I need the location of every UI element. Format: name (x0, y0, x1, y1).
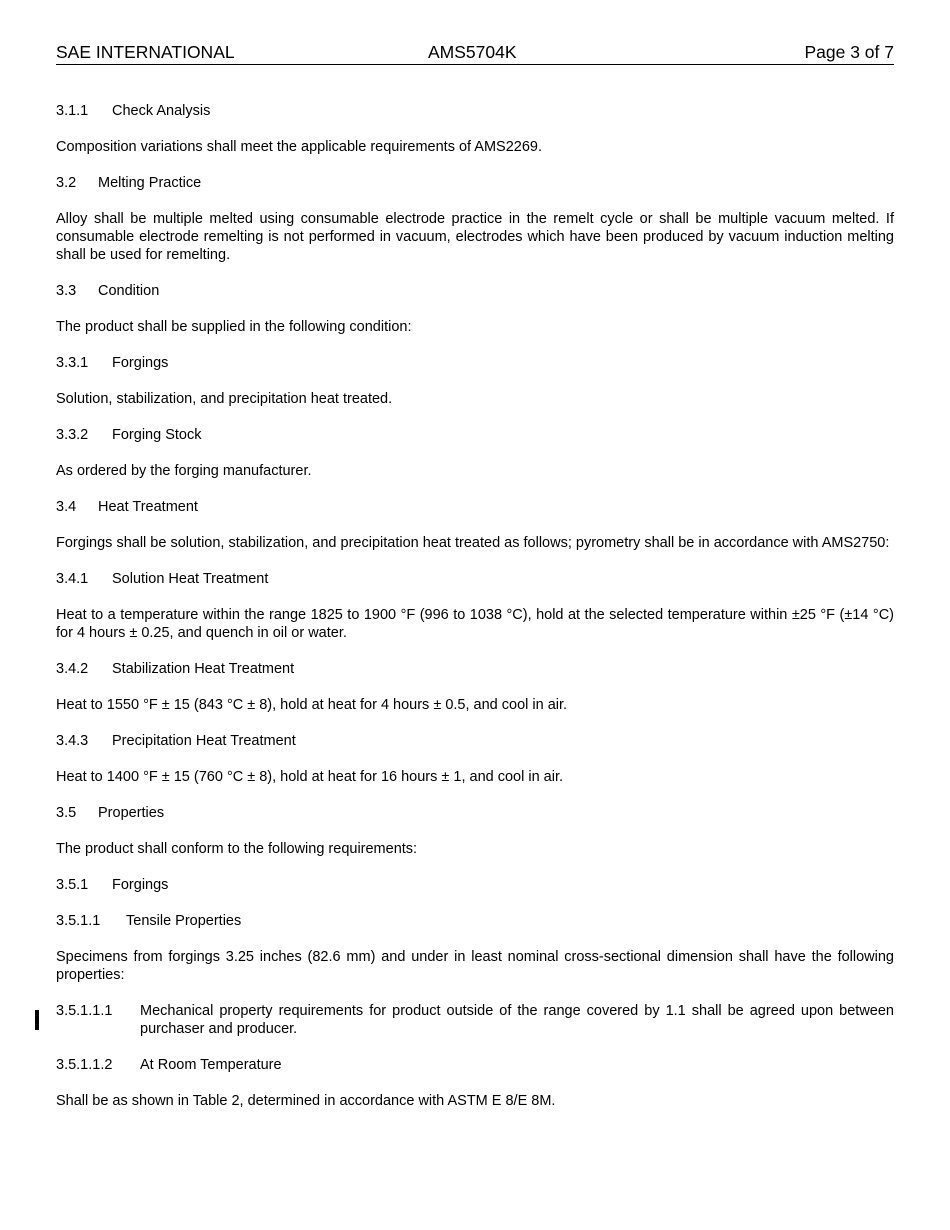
section-heading (56, 570, 894, 588)
section-number: 3.3.2 (56, 427, 89, 443)
section-heading (56, 804, 894, 822)
section-heading (56, 354, 894, 372)
section-heading (56, 498, 894, 516)
paragraph: Heat to 1550 °F ± 15 (843 °C ± 8), hold at heat for 4 hours ± 0.5, and cool in air. (56, 697, 568, 713)
section-heading (56, 282, 894, 300)
paragraph: Alloy shall be multiple melted using consumable electrode practice in the remelt cycle or shall be multiple vacuum melted. If consumable electrode remelting is not performed in vacuum, electrodes which have been produced by vacuum induction melting shall be used for remelting. (56, 211, 894, 263)
paragraph: Heat to 1400 °F ± 15 (760 °C ± 8), hold at heat for 16 hours ± 1, and cool in air. (56, 769, 564, 785)
section-heading (56, 426, 894, 444)
section-number: 3.5.1.1.2 (56, 1057, 113, 1073)
section-heading (56, 912, 894, 930)
section-title: Precipitation Heat Treatment (112, 733, 296, 749)
paragraph: As ordered by the forging manufacturer. (56, 463, 312, 479)
section-title: Melting Practice (98, 175, 202, 191)
paragraph: The product shall conform to the following requirements: (56, 841, 418, 857)
paragraph: Heat to a temperature within the range 1825 to 1900 °F (996 to 1038 °C), hold at the selected temperature within ±25 °F (±14 °C) for 4 hours ± 0.25, and quench in oil or water. (56, 607, 894, 641)
section-title: Forging Stock (112, 427, 202, 443)
section-title: Forgings (112, 355, 169, 371)
section-number: 3.4.1 (56, 571, 89, 587)
section-number: 3.5 (56, 805, 77, 821)
numbered-paragraph (56, 1002, 894, 1038)
section-number: 3.5.1.1 (56, 913, 101, 929)
header-organization: SAE INTERNATIONAL (56, 42, 235, 62)
paragraph: Solution, stabilization, and precipitation heat treated. (56, 391, 393, 407)
page-header (56, 44, 894, 65)
section-number: 3.3.1 (56, 355, 89, 371)
paragraph: Forgings shall be solution, stabilization, and precipitation heat treated as follows; pyrometry shall be in accordance with AMS2750: (56, 535, 890, 551)
section-number: 3.2 (56, 175, 77, 191)
section-heading (56, 174, 894, 192)
section-title: Condition (98, 283, 160, 299)
paragraph: Composition variations shall meet the applicable requirements of AMS2269. (56, 139, 543, 155)
section-number: 3.1.1 (56, 103, 89, 119)
section-number: 3.4.3 (56, 733, 89, 749)
section-number: 3.5.1.1.1 (56, 1003, 113, 1019)
section-heading (56, 1056, 894, 1074)
document-body (56, 102, 894, 1110)
section-title: Heat Treatment (98, 499, 198, 515)
section-title: Solution Heat Treatment (112, 571, 269, 587)
header-document-number: AMS5704K (428, 42, 517, 62)
revision-change-bar (35, 1010, 39, 1030)
paragraph: Mechanical property requirements for product outside of the range covered by 1.1 shall be agreed upon between purchaser and producer. (140, 1003, 894, 1037)
section-heading (56, 732, 894, 750)
section-title: Stabilization Heat Treatment (112, 661, 295, 677)
section-title: Tensile Properties (126, 913, 242, 929)
section-number: 3.4 (56, 499, 77, 515)
section-number: 3.3 (56, 283, 77, 299)
paragraph: Specimens from forgings 3.25 inches (82.6 mm) and under in least nominal cross-sectional dimension shall have the following properties: (56, 949, 894, 983)
section-number: 3.5.1 (56, 877, 89, 893)
section-heading (56, 876, 894, 894)
paragraph: Shall be as shown in Table 2, determined in accordance with ASTM E 8/E 8M. (56, 1093, 556, 1109)
section-title: Check Analysis (112, 103, 211, 119)
section-number: 3.4.2 (56, 661, 89, 677)
header-page-number: Page 3 of 7 (804, 42, 894, 62)
section-heading (56, 660, 894, 678)
section-title: At Room Temperature (140, 1057, 282, 1073)
paragraph: The product shall be supplied in the following condition: (56, 319, 412, 335)
section-title: Forgings (112, 877, 169, 893)
section-heading (56, 102, 894, 120)
section-title: Properties (98, 805, 165, 821)
